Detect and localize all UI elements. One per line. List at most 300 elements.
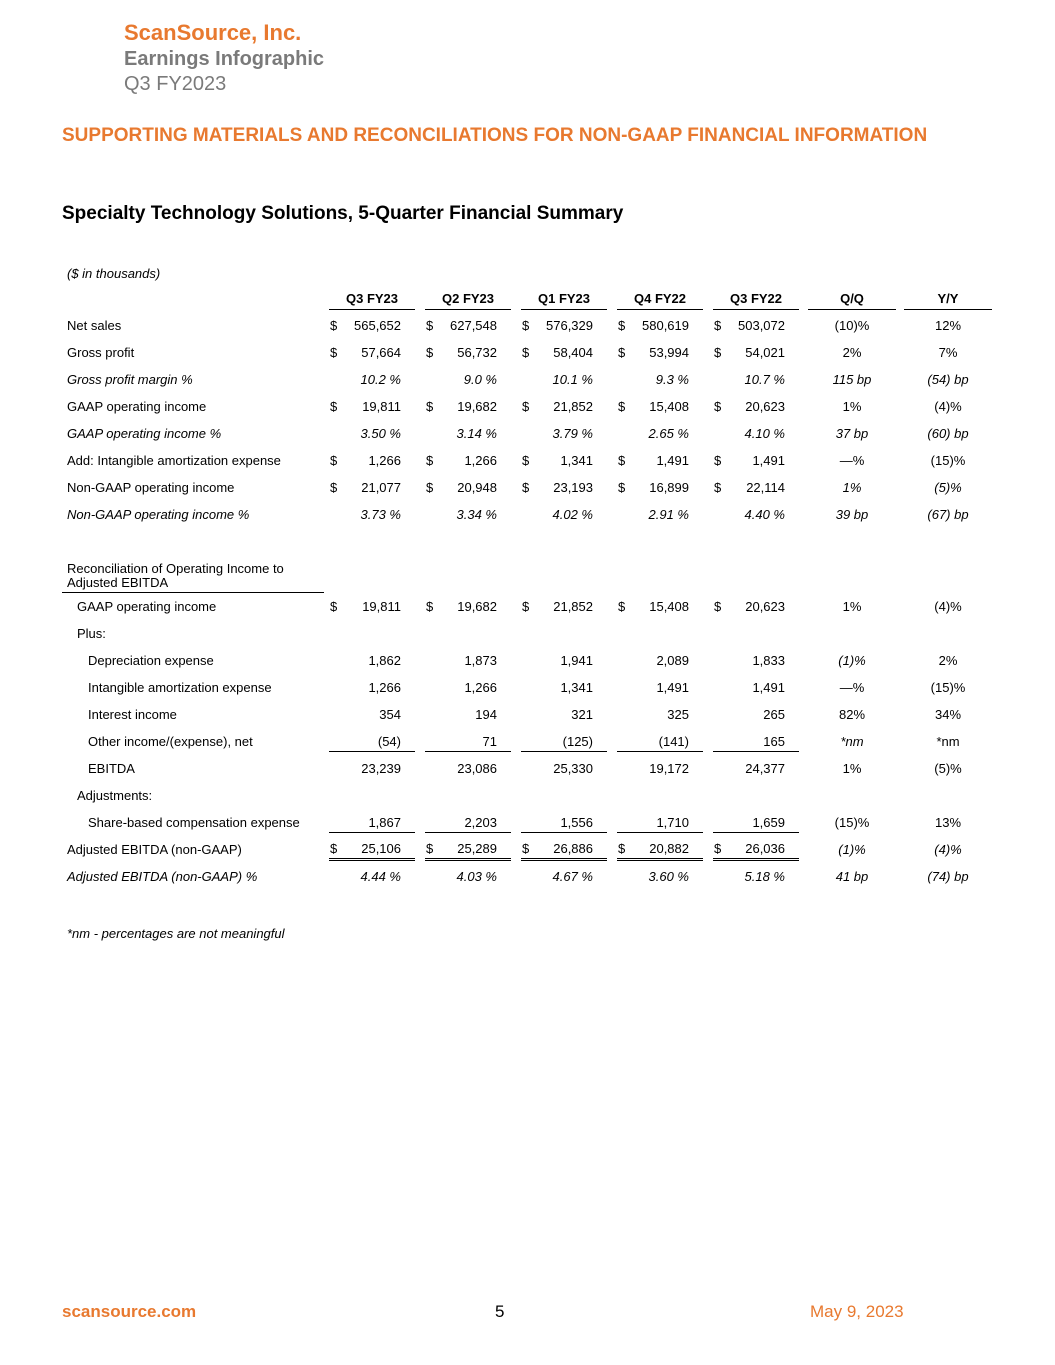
qq-change: (1)% xyxy=(838,653,866,668)
currency-symbol: $ xyxy=(426,599,434,614)
value-cell xyxy=(324,728,420,755)
value-wrapper xyxy=(521,678,607,697)
value-cell xyxy=(420,809,516,836)
table-row xyxy=(62,674,996,701)
value: 71 xyxy=(482,733,497,749)
value-cell xyxy=(420,366,516,393)
currency-symbol xyxy=(713,680,714,695)
currency-symbol: $ xyxy=(618,453,626,468)
value: 3.14 % xyxy=(456,426,497,441)
currency-symbol xyxy=(521,653,522,668)
value: 9.0 % xyxy=(463,372,497,387)
currency-symbol xyxy=(713,734,714,749)
currency-symbol: $ xyxy=(618,840,626,856)
yy-change: (4)% xyxy=(934,599,962,614)
value: 1,491 xyxy=(656,453,689,468)
value-wrapper xyxy=(617,651,703,670)
value-cell xyxy=(708,809,804,836)
footnote: *nm - percentages are not meaningful xyxy=(67,926,285,941)
value: 354 xyxy=(379,707,401,722)
currency-symbol xyxy=(521,507,522,522)
value-cell xyxy=(324,420,420,447)
row-label: Interest income xyxy=(88,707,177,722)
value-cell xyxy=(516,728,612,755)
value-wrapper xyxy=(713,678,799,697)
value-cell xyxy=(516,674,612,701)
value: 54,021 xyxy=(745,345,785,360)
row-label: Depreciation expense xyxy=(88,653,214,668)
value-cell xyxy=(708,312,804,339)
currency-symbol xyxy=(329,426,330,441)
value: 194 xyxy=(475,707,497,722)
value-cell xyxy=(324,647,420,674)
value-wrapper xyxy=(713,839,799,861)
currency-symbol: $ xyxy=(330,453,338,468)
value: 565,652 xyxy=(354,318,401,333)
document-title: Earnings Infographic xyxy=(124,48,325,70)
table-row xyxy=(62,863,996,890)
value-wrapper xyxy=(521,451,607,470)
value-cell xyxy=(324,674,420,701)
row-label: Other income/(expense), net xyxy=(88,734,253,749)
qq-change: 41 bp xyxy=(835,869,869,884)
value-cell xyxy=(324,593,420,620)
value-wrapper xyxy=(713,505,799,524)
value-cell xyxy=(612,863,708,890)
currency-symbol: $ xyxy=(714,453,722,468)
value: 3.50 % xyxy=(360,426,401,441)
value-cell xyxy=(324,501,420,528)
value-cell xyxy=(324,701,420,728)
value: 21,077 xyxy=(361,480,401,495)
value-cell xyxy=(516,593,612,620)
column-header: Q/Q xyxy=(808,291,896,310)
row-label: GAAP operating income % xyxy=(67,426,222,441)
value-cell xyxy=(612,809,708,836)
value-wrapper xyxy=(329,813,415,833)
value: 15,408 xyxy=(649,399,689,414)
currency-symbol xyxy=(329,869,330,884)
currency-symbol: $ xyxy=(522,318,530,333)
value-wrapper xyxy=(617,424,703,443)
value-cell xyxy=(516,474,612,501)
value-wrapper xyxy=(617,478,703,497)
value-cell xyxy=(324,755,420,782)
value: 4.03 % xyxy=(456,869,497,884)
currency-symbol xyxy=(617,680,618,695)
currency-symbol: $ xyxy=(714,480,722,495)
row-label: Adjusted EBITDA (non-GAAP) xyxy=(67,842,242,857)
currency-symbol xyxy=(425,707,426,722)
value: 26,036 xyxy=(745,840,785,856)
yy-change: 2% xyxy=(938,653,958,668)
value-cell xyxy=(708,674,804,701)
value: 23,193 xyxy=(553,480,593,495)
value-wrapper xyxy=(329,316,415,335)
value-cell xyxy=(420,474,516,501)
value-cell xyxy=(612,312,708,339)
value-wrapper xyxy=(617,732,703,752)
currency-symbol: $ xyxy=(714,599,722,614)
value-cell xyxy=(324,312,420,339)
yy-change: (54) bp xyxy=(927,372,969,387)
value-cell xyxy=(708,755,804,782)
value-wrapper xyxy=(329,705,415,724)
table-title: Specialty Technology Solutions, 5-Quarter Financial Summary xyxy=(62,203,624,224)
value-cell xyxy=(420,420,516,447)
value-wrapper xyxy=(425,370,511,389)
currency-symbol xyxy=(521,680,522,695)
yy-change: (74) bp xyxy=(927,869,969,884)
value-wrapper xyxy=(521,597,607,616)
value-cell xyxy=(708,339,804,366)
table-row xyxy=(62,701,996,728)
currency-symbol: $ xyxy=(426,399,434,414)
value-wrapper xyxy=(713,343,799,362)
value-wrapper xyxy=(713,424,799,443)
value-wrapper xyxy=(425,839,511,861)
column-header: Y/Y xyxy=(904,291,992,310)
plus-label: Plus: xyxy=(77,626,106,641)
value: 25,330 xyxy=(553,761,593,776)
currency-symbol: $ xyxy=(522,399,530,414)
value: 15,408 xyxy=(649,599,689,614)
row-label: Net sales xyxy=(67,318,122,333)
value: 56,732 xyxy=(457,345,497,360)
value-cell xyxy=(612,593,708,620)
value-cell xyxy=(516,501,612,528)
currency-symbol: $ xyxy=(522,480,530,495)
value-wrapper xyxy=(521,813,607,833)
currency-symbol xyxy=(425,734,426,749)
currency-symbol: $ xyxy=(330,318,338,333)
currency-symbol xyxy=(329,507,330,522)
currency-symbol: $ xyxy=(330,345,338,360)
qq-change: 2% xyxy=(842,345,862,360)
units-note: ($ in thousands) xyxy=(67,266,161,281)
currency-symbol: $ xyxy=(522,599,530,614)
value-wrapper xyxy=(617,597,703,616)
table-row xyxy=(62,755,996,782)
value: 25,289 xyxy=(457,840,497,856)
value: 4.44 % xyxy=(360,869,401,884)
column-header: Q4 FY22 xyxy=(617,291,703,310)
value-wrapper xyxy=(425,424,511,443)
currency-symbol: $ xyxy=(330,480,338,495)
value-cell xyxy=(708,366,804,393)
currency-symbol xyxy=(521,761,522,776)
value-cell xyxy=(420,501,516,528)
qq-change: 37 bp xyxy=(835,426,869,441)
value-wrapper xyxy=(425,651,511,670)
value-wrapper xyxy=(617,370,703,389)
currency-symbol: $ xyxy=(618,345,626,360)
currency-symbol xyxy=(713,372,714,387)
value-wrapper xyxy=(713,705,799,724)
value-cell xyxy=(324,474,420,501)
currency-symbol xyxy=(425,426,426,441)
currency-symbol: $ xyxy=(522,453,530,468)
value-cell xyxy=(708,863,804,890)
value-cell xyxy=(516,312,612,339)
currency-symbol xyxy=(617,707,618,722)
column-header: Q1 FY23 xyxy=(521,291,607,310)
currency-symbol xyxy=(425,680,426,695)
value: 1,867 xyxy=(368,814,401,830)
currency-symbol: $ xyxy=(426,480,434,495)
qq-change: 82% xyxy=(838,707,866,722)
value: 19,682 xyxy=(457,399,497,414)
value: 5.18 % xyxy=(744,869,785,884)
currency-symbol: $ xyxy=(714,399,722,414)
value-wrapper xyxy=(521,316,607,335)
footer-page-number: 5 xyxy=(495,1302,505,1321)
value-wrapper xyxy=(329,397,415,416)
value: 1,266 xyxy=(368,453,401,468)
currency-symbol: $ xyxy=(618,399,626,414)
currency-symbol xyxy=(713,507,714,522)
table-row xyxy=(62,447,996,474)
value: (54) xyxy=(377,733,401,749)
value: (141) xyxy=(658,733,689,749)
value-wrapper xyxy=(521,397,607,416)
value-wrapper xyxy=(713,370,799,389)
value: 20,623 xyxy=(745,399,785,414)
value: 58,404 xyxy=(553,345,593,360)
value-wrapper xyxy=(425,597,511,616)
value-cell xyxy=(612,366,708,393)
value-cell xyxy=(516,393,612,420)
value-cell xyxy=(324,393,420,420)
qq-change: (1)% xyxy=(838,842,866,857)
value-cell xyxy=(708,701,804,728)
value: 10.1 % xyxy=(552,372,593,387)
yy-change: (15)% xyxy=(930,680,966,695)
value-cell xyxy=(324,809,420,836)
value-wrapper xyxy=(329,732,415,752)
value: 165 xyxy=(763,733,785,749)
value-wrapper xyxy=(425,316,511,335)
value-cell xyxy=(708,393,804,420)
value-cell xyxy=(324,863,420,890)
value: 2.65 % xyxy=(648,426,689,441)
value: 23,239 xyxy=(361,761,401,776)
financial-summary-table xyxy=(62,288,996,890)
value-wrapper xyxy=(329,678,415,697)
currency-symbol xyxy=(713,426,714,441)
value: 21,852 xyxy=(553,599,593,614)
value-wrapper xyxy=(617,397,703,416)
value-wrapper xyxy=(617,451,703,470)
value-cell xyxy=(708,474,804,501)
value-cell xyxy=(612,836,708,863)
value-cell xyxy=(612,674,708,701)
value-wrapper xyxy=(521,839,607,861)
currency-symbol xyxy=(329,761,330,776)
value-wrapper xyxy=(329,424,415,443)
value-cell xyxy=(612,474,708,501)
value-cell xyxy=(516,863,612,890)
currency-symbol: $ xyxy=(426,345,434,360)
column-header: Q3 FY22 xyxy=(713,291,799,310)
value-wrapper xyxy=(617,505,703,524)
value: 4.67 % xyxy=(552,869,593,884)
value: 4.02 % xyxy=(552,507,593,522)
currency-symbol xyxy=(329,815,330,830)
value-cell xyxy=(516,447,612,474)
value-wrapper xyxy=(713,732,799,752)
value-cell xyxy=(612,501,708,528)
value-cell xyxy=(708,836,804,863)
value-wrapper xyxy=(521,370,607,389)
currency-symbol xyxy=(617,815,618,830)
currency-symbol: $ xyxy=(426,318,434,333)
qq-change: 1% xyxy=(842,399,862,414)
currency-symbol xyxy=(425,869,426,884)
value: 19,811 xyxy=(362,599,401,614)
value-wrapper xyxy=(617,316,703,335)
qq-change: —% xyxy=(839,680,865,695)
table-row xyxy=(62,647,996,674)
value-cell xyxy=(516,836,612,863)
currency-symbol xyxy=(617,507,618,522)
qq-change: *nm xyxy=(840,734,864,749)
currency-symbol: $ xyxy=(426,840,434,856)
value: 1,491 xyxy=(656,680,689,695)
value: (125) xyxy=(562,733,593,749)
value: 3.60 % xyxy=(648,869,689,884)
value: 9.3 % xyxy=(655,372,689,387)
value-wrapper xyxy=(617,343,703,362)
currency-symbol xyxy=(617,372,618,387)
value-wrapper xyxy=(521,705,607,724)
yy-change: 12% xyxy=(934,318,962,333)
yy-change: (4)% xyxy=(934,399,962,414)
value-cell xyxy=(708,447,804,474)
table-row xyxy=(62,809,996,836)
company-name: ScanSource, Inc. xyxy=(124,20,302,45)
yy-change: *nm xyxy=(936,734,960,749)
currency-symbol: $ xyxy=(522,840,530,856)
value-wrapper xyxy=(713,478,799,497)
qq-change: (10)% xyxy=(834,318,870,333)
table-row xyxy=(62,593,996,620)
currency-symbol xyxy=(521,426,522,441)
value: 1,266 xyxy=(464,680,497,695)
qq-change: —% xyxy=(839,453,865,468)
value-cell xyxy=(708,420,804,447)
value-wrapper xyxy=(329,867,415,886)
value: 3.34 % xyxy=(456,507,497,522)
value-wrapper xyxy=(713,651,799,670)
currency-symbol xyxy=(617,653,618,668)
document-period: Q3 FY2023 xyxy=(124,73,227,95)
value: 576,329 xyxy=(546,318,593,333)
row-label: Intangible amortization expense xyxy=(88,680,272,695)
value: 321 xyxy=(571,707,593,722)
value: 20,882 xyxy=(649,840,689,856)
value-cell xyxy=(612,339,708,366)
currency-symbol: $ xyxy=(426,453,434,468)
value: 3.73 % xyxy=(360,507,401,522)
yy-change: (67) bp xyxy=(927,507,969,522)
table-row xyxy=(62,393,996,420)
table-row xyxy=(62,728,996,755)
value-wrapper xyxy=(521,732,607,752)
currency-symbol xyxy=(521,815,522,830)
currency-symbol xyxy=(425,507,426,522)
value-cell xyxy=(516,755,612,782)
value: 57,664 xyxy=(361,345,401,360)
value: 26,886 xyxy=(553,840,593,856)
currency-symbol xyxy=(617,426,618,441)
spacer-row xyxy=(62,528,996,545)
value-wrapper xyxy=(521,867,607,886)
value-cell xyxy=(708,728,804,755)
table-row xyxy=(62,836,996,863)
value-cell xyxy=(420,674,516,701)
value-wrapper xyxy=(425,705,511,724)
value-wrapper xyxy=(329,759,415,778)
yy-change: 13% xyxy=(934,815,962,830)
value-wrapper xyxy=(425,505,511,524)
value: 19,811 xyxy=(362,399,401,414)
currency-symbol xyxy=(329,653,330,668)
value-wrapper xyxy=(713,813,799,833)
value-cell xyxy=(708,593,804,620)
value-wrapper xyxy=(329,451,415,470)
currency-symbol xyxy=(521,707,522,722)
value-cell xyxy=(708,501,804,528)
footer-website-link[interactable]: scansource.com xyxy=(62,1302,197,1321)
currency-symbol xyxy=(329,680,330,695)
value-wrapper xyxy=(425,732,511,752)
row-label: Non-GAAP operating income xyxy=(67,480,235,495)
currency-symbol xyxy=(713,707,714,722)
value: 20,948 xyxy=(457,480,497,495)
currency-symbol: $ xyxy=(714,345,722,360)
value: 580,619 xyxy=(642,318,689,333)
currency-symbol: $ xyxy=(618,480,626,495)
value-wrapper xyxy=(425,867,511,886)
value-wrapper xyxy=(617,678,703,697)
value-wrapper xyxy=(425,478,511,497)
yy-change: (5)% xyxy=(934,480,962,495)
qq-change: 1% xyxy=(842,599,862,614)
label-row xyxy=(62,620,996,647)
value-wrapper xyxy=(329,343,415,362)
value-wrapper xyxy=(521,759,607,778)
value-cell xyxy=(420,836,516,863)
value-cell xyxy=(516,339,612,366)
value-cell xyxy=(420,755,516,782)
table-row xyxy=(62,474,996,501)
table-row xyxy=(62,501,996,528)
value: 4.10 % xyxy=(744,426,785,441)
yy-change: (4)% xyxy=(934,842,962,857)
currency-symbol xyxy=(425,761,426,776)
value-wrapper xyxy=(425,813,511,833)
value-wrapper xyxy=(521,343,607,362)
value-cell xyxy=(324,366,420,393)
value-wrapper xyxy=(425,397,511,416)
value-wrapper xyxy=(617,759,703,778)
value-cell xyxy=(612,447,708,474)
value-wrapper xyxy=(521,424,607,443)
value-wrapper xyxy=(329,505,415,524)
value-wrapper xyxy=(329,839,415,861)
value-wrapper xyxy=(713,867,799,886)
